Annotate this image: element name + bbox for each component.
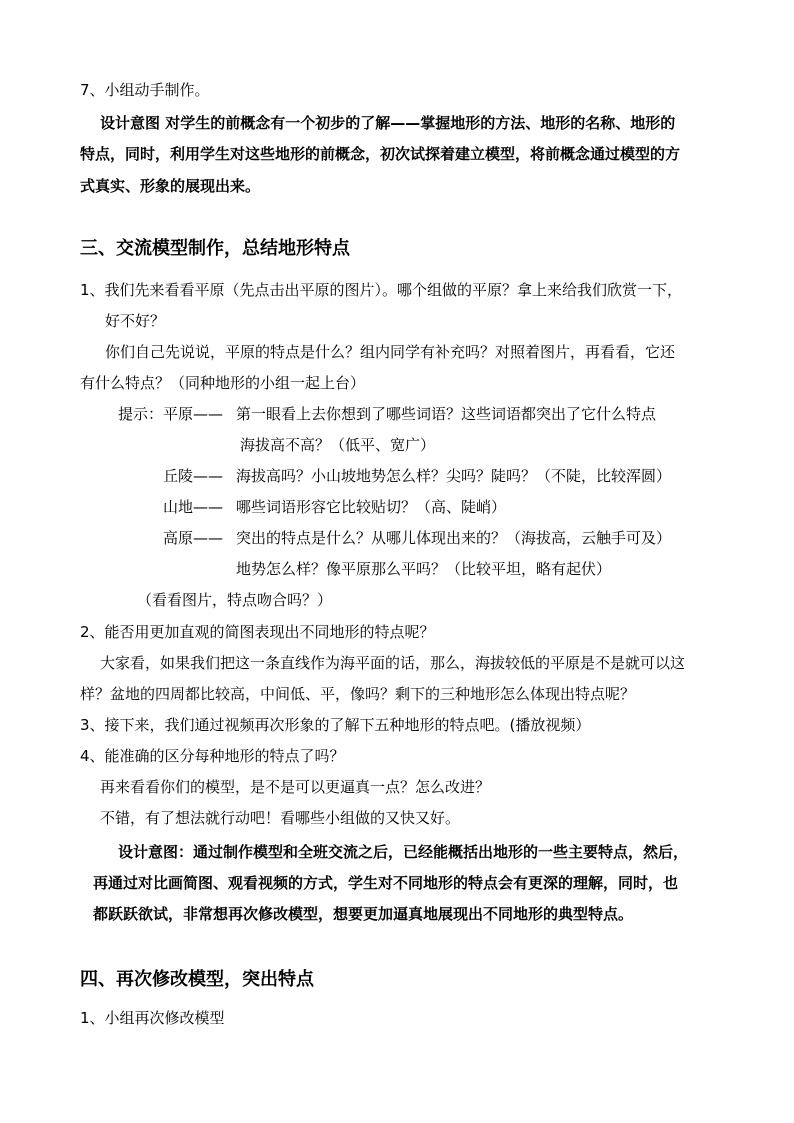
item-2-paragraph-line-1: 大家看，如果我们把这一条直线作为海平面的话，那么，海拔较低的平原是不是就可以这 — [100, 654, 686, 672]
item-2-line-1: 2、能否用更加直观的简图表现出不同地形的特点呢？ — [80, 623, 435, 641]
section-4-item-1: 1、小组再次修改模型 — [80, 1009, 225, 1027]
hint-text-plain-2: 海拔高不高？（低平、宽广） — [240, 436, 436, 454]
item-2-paragraph-line-2: 样？盆地的四周都比较高，中间低、平，像吗？剩下的三种地形怎么体现出特点呢？ — [80, 685, 636, 703]
design-intent-2-line-2: 再通过对比画简图、观看视频的方式，学生对不同地形的特点会有更深的理解，同时，也 — [93, 874, 679, 892]
item-1-paragraph-line-2: 有什么特点？（同种地形的小组一起上台） — [80, 374, 366, 392]
section-4-heading: 四、再次修改模型，突出特点 — [80, 969, 314, 990]
hint-term-plateau: 高原—— — [163, 529, 224, 547]
hint-text-mountain: 哪些词语形容它比较贴切？（高、陡峭） — [236, 498, 507, 516]
design-intent-2-line-3: 都跃跃欲试，非常想再次修改模型，想要更加逼真地展现出不同地形的典型特点。 — [93, 905, 634, 923]
hint-text-plain-1: 第一眼看上去你想到了哪些词语？这些词语都突出了它什么特点 — [236, 405, 657, 423]
item-3-text: 3、接下来，我们通过视频再次形象的了解下五种地形的特点吧。(播放视频） — [80, 716, 591, 734]
design-intent-1-line-3: 式真实、形象的展现出来。 — [80, 177, 261, 195]
item-1-paragraph-line-1: 你们自己先说说，平原的特点是什么？组内同学有补充吗？对照着图片，再看看，它还 — [105, 343, 676, 361]
design-intent-2-line-1: 设计意图：通过制作模型和全班交流之后，已经能概括出地形的一些主要特点，然后， — [118, 843, 689, 861]
hint-term-mountain: 山地—— — [163, 498, 224, 516]
hint-label: 提示： — [118, 405, 164, 423]
hint-text-hills: 海拔高吗？小山坡地势怎么样？尖吗？陡吗？（不陡，比较浑圆） — [236, 467, 672, 485]
hint-text-plateau-2: 地势怎么样？像平原那么平吗？（比较平坦，略有起伏） — [236, 560, 612, 578]
step-7-text: 7、小组动手制作。 — [80, 81, 210, 99]
hint-term-hills: 丘陵—— — [163, 467, 224, 485]
section-3-heading: 三、交流模型制作，总结地形特点 — [80, 238, 350, 259]
item-4-line-2: 再来看看你们的模型，是不是可以更逼真一点？怎么改进？ — [100, 778, 491, 796]
item-1-line-2: 好不好？ — [105, 312, 166, 330]
item-1-closing: （看看图片，特点吻合吗？） — [137, 591, 333, 609]
design-intent-1-line-2: 特点，同时，利用学生对这些地形的前概念，初次试探着建立模型，将前概念通过模型的方 — [80, 145, 681, 163]
hint-term-plain: 平原—— — [163, 405, 224, 423]
item-4-line-1: 4、能准确的区分每种地形的特点了吗？ — [80, 747, 345, 765]
hint-text-plateau-1: 突出的特点是什么？从哪儿体现出来的？（海拔高，云触手可及） — [236, 529, 672, 547]
item-1-line-1: 1、我们先来看看平原（先点击出平原的图片）。哪个组做的平原？拿上来给我们欣赏一下， — [80, 281, 683, 299]
design-intent-1-line-1: 设计意图 对学生的前概念有一个初步的了解——掌握地形的方法、地形的名称、地形的 — [100, 114, 676, 132]
item-4-line-3: 不错，有了想法就行动吧！看哪些小组做的又快又好。 — [100, 809, 461, 827]
